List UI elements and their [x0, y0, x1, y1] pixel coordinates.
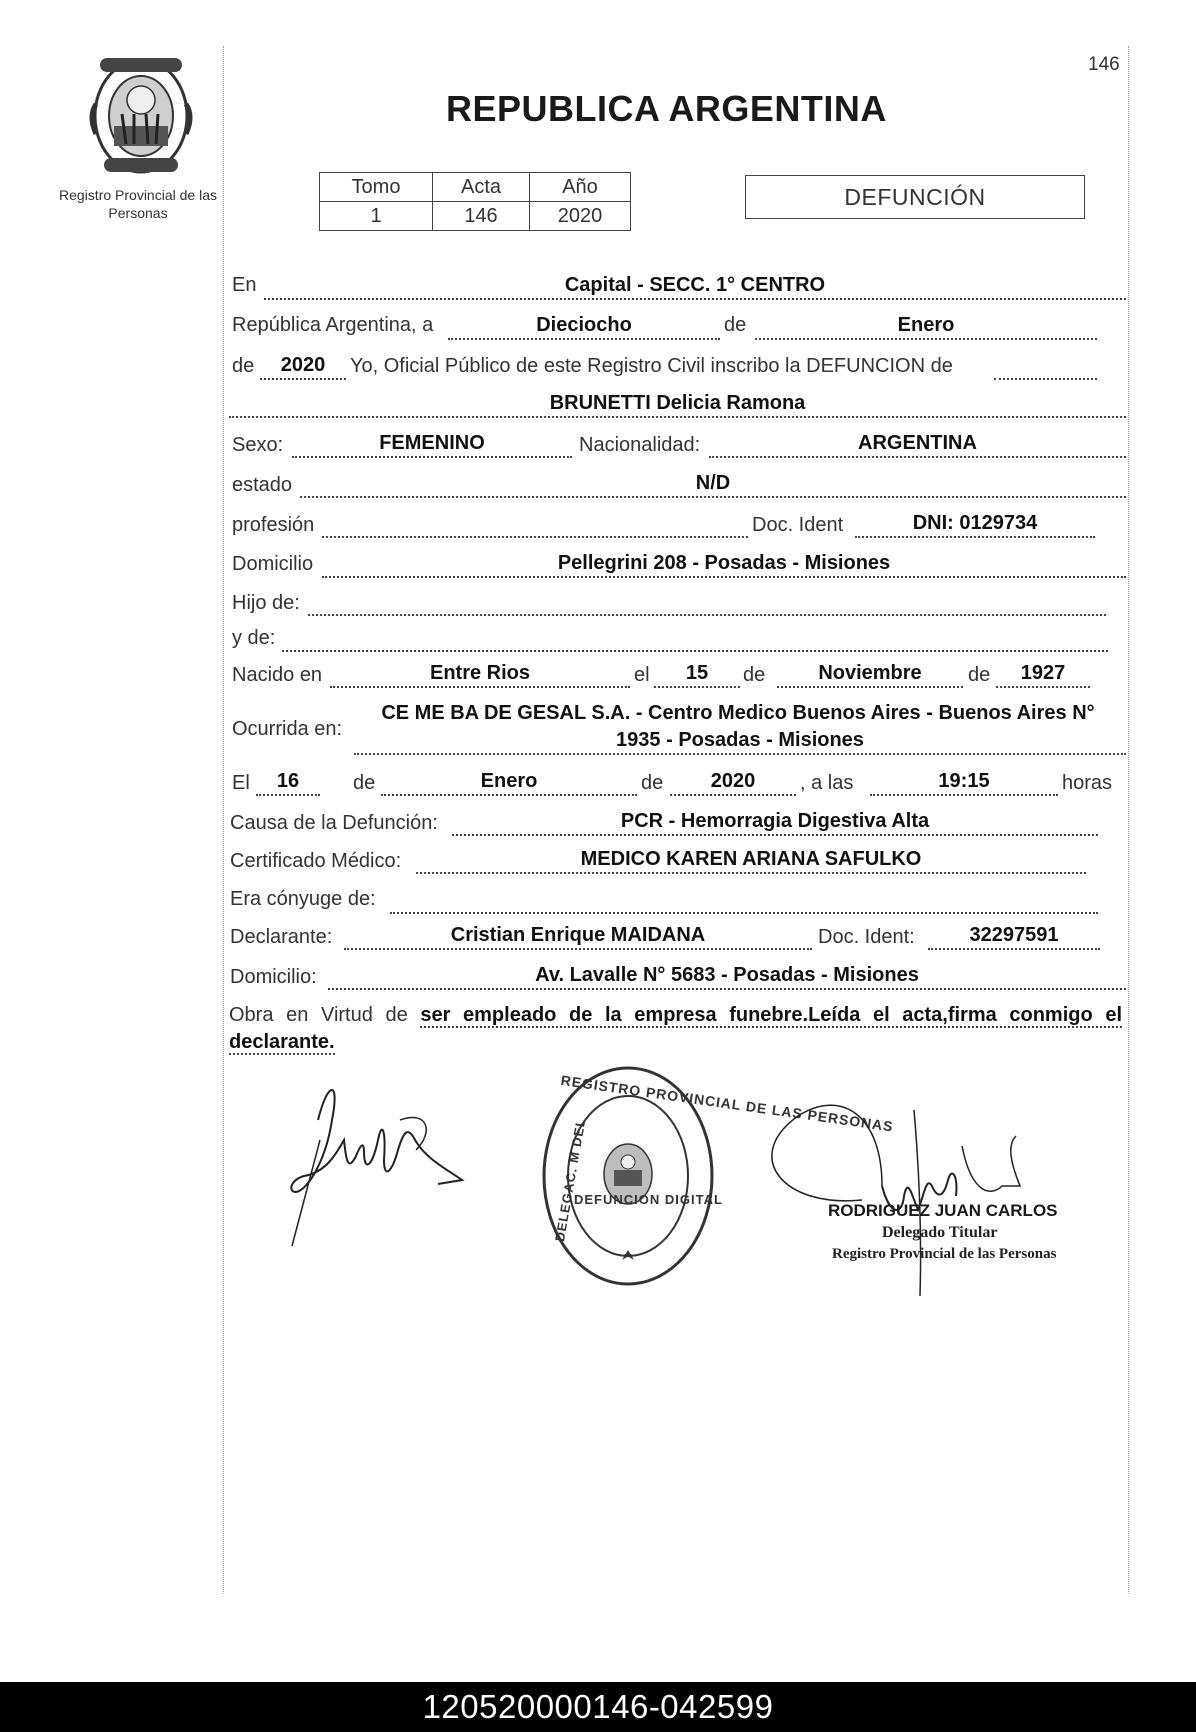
label-causa: Causa de la Defunción: [230, 812, 438, 834]
birth-month-field: Noviembre [777, 660, 963, 688]
label-de-def-anio: de [641, 772, 664, 794]
label-conyuge: Era cónyuge de: [230, 888, 376, 910]
label-de-nac-mes: de [743, 664, 766, 686]
barcode-number: 120520000146-042599 [0, 1682, 1196, 1732]
label-de-def-mes: de [353, 772, 376, 794]
label-horas: horas [1062, 772, 1113, 794]
anio-value: 2020 [530, 202, 631, 231]
declarant-name-field: Cristian Enrique MAIDANA [344, 922, 812, 950]
label-nacido-en: Nacido en [232, 664, 323, 686]
label-republica: República Argentina, a [232, 314, 434, 336]
death-day-field: 16 [256, 768, 320, 796]
place-of-death-line2: 1935 - Posadas - Misiones [354, 727, 1126, 755]
legal-basis-value: ser empleado de la empresa funebre.Leída el acta,firma conmigo el declarante. [229, 1004, 1123, 1053]
legal-basis-text [229, 1002, 1122, 1056]
label-de-mes: de [724, 314, 747, 336]
document-type-box: DEFUNCIÓN [745, 175, 1085, 219]
spouse-field [390, 886, 1098, 914]
label-ocurrida-en: Ocurrida en: [232, 718, 343, 740]
address-field: Pellegrini 208 - Posadas - Misiones [322, 550, 1126, 578]
mother-field [282, 624, 1108, 652]
death-month-field: Enero [381, 768, 637, 796]
label-declaration: Yo, Oficial Público de este Registro Civil inscribo la DEFUNCION de [350, 355, 953, 377]
birthplace-field: Entre Rios [330, 660, 630, 688]
declaration-blank [994, 352, 1097, 380]
document-id-field: DNI: 0129734 [855, 510, 1095, 538]
label-de-anio: de [232, 355, 255, 377]
anio-header: Año [530, 173, 631, 202]
year-field: 2020 [260, 352, 346, 380]
label-domicilio2: Domicilio: [230, 966, 317, 988]
label-doc-ident2: Doc. Ident: [818, 926, 915, 948]
label-hijo-de: Hijo de: [232, 592, 300, 614]
label-obra: Obra en Virtud de [229, 1004, 408, 1026]
cause-of-death-field: PCR - Hemorragia Digestiva Alta [452, 808, 1098, 836]
birth-day-field: 15 [654, 660, 740, 688]
acta-value: 146 [433, 202, 530, 231]
birth-year-field: 1927 [996, 660, 1090, 688]
label-domicilio: Domicilio [232, 553, 314, 575]
place-of-death-line1: CE ME BA DE GESAL S.A. - Centro Medico Buenos Aires - Buenos Aires N° [381, 702, 1095, 724]
label-en: En [232, 274, 257, 296]
label-a-las: , a las [800, 772, 854, 794]
label-de-nac-anio: de [968, 664, 991, 686]
label-el-nacido: el [634, 664, 650, 686]
official-office: Registro Provincial de las Personas [832, 1246, 1057, 1262]
label-declarante: Declarante: [230, 926, 333, 948]
medical-certificate-field: MEDICO KAREN ARIANA SAFULKO [416, 846, 1086, 874]
father-field [308, 588, 1106, 616]
label-y-de: y de: [232, 627, 276, 649]
record-reference-table [319, 172, 631, 231]
label-el-def: El [232, 772, 250, 794]
nationality-field: ARGENTINA [709, 430, 1126, 458]
stamp-ring-text: REGISTRO PROVINCIAL DE LAS PERSONAS [559, 1072, 895, 1135]
stamp-inner-text: DEFUNCION DIGITAL [574, 1192, 723, 1207]
label-estado: estado [232, 474, 293, 496]
declarant-signature [288, 1080, 468, 1252]
official-role: Delegado Titular [882, 1224, 998, 1241]
official-name: RODRIGUEZ JUAN CARLOS [828, 1201, 1058, 1220]
page-title: REPUBLICA ARGENTINA [446, 88, 887, 129]
right-margin-line [1128, 46, 1129, 1594]
label-nacionalidad: Nacionalidad: [579, 434, 701, 456]
page-number: 146 [1088, 54, 1120, 75]
death-time-field: 19:15 [870, 768, 1058, 796]
stamp-left-text: DELEGAC. M DEL [552, 1116, 589, 1243]
acta-header: Acta [433, 173, 530, 202]
month-field: Enero [755, 312, 1097, 340]
profession-field [322, 510, 748, 538]
label-profesion: profesión [232, 514, 315, 536]
place-field: Capital - SECC. 1° CENTRO [264, 272, 1126, 300]
registry-name: Registro Provincial de las Personas [59, 187, 217, 221]
day-field: Dieciocho [448, 312, 720, 340]
sex-field: FEMENINO [292, 430, 572, 458]
label-doc-ident: Doc. Ident [752, 514, 844, 536]
deceased-name-field: BRUNETTI Delicia Ramona [229, 390, 1126, 418]
label-certificado: Certificado Médico: [230, 850, 402, 872]
province-seal-logo [86, 54, 196, 176]
declarant-doc-field: 32297591 [928, 922, 1100, 950]
tomo-value: 1 [320, 202, 433, 231]
civil-status-field: N/D [300, 470, 1126, 498]
death-year-field: 2020 [670, 768, 796, 796]
tomo-header: Tomo [320, 173, 433, 202]
declarant-address-field: Av. Lavalle N° 5683 - Posadas - Misiones [328, 962, 1126, 990]
label-sexo: Sexo: [232, 434, 284, 456]
left-margin-line [223, 46, 224, 1594]
